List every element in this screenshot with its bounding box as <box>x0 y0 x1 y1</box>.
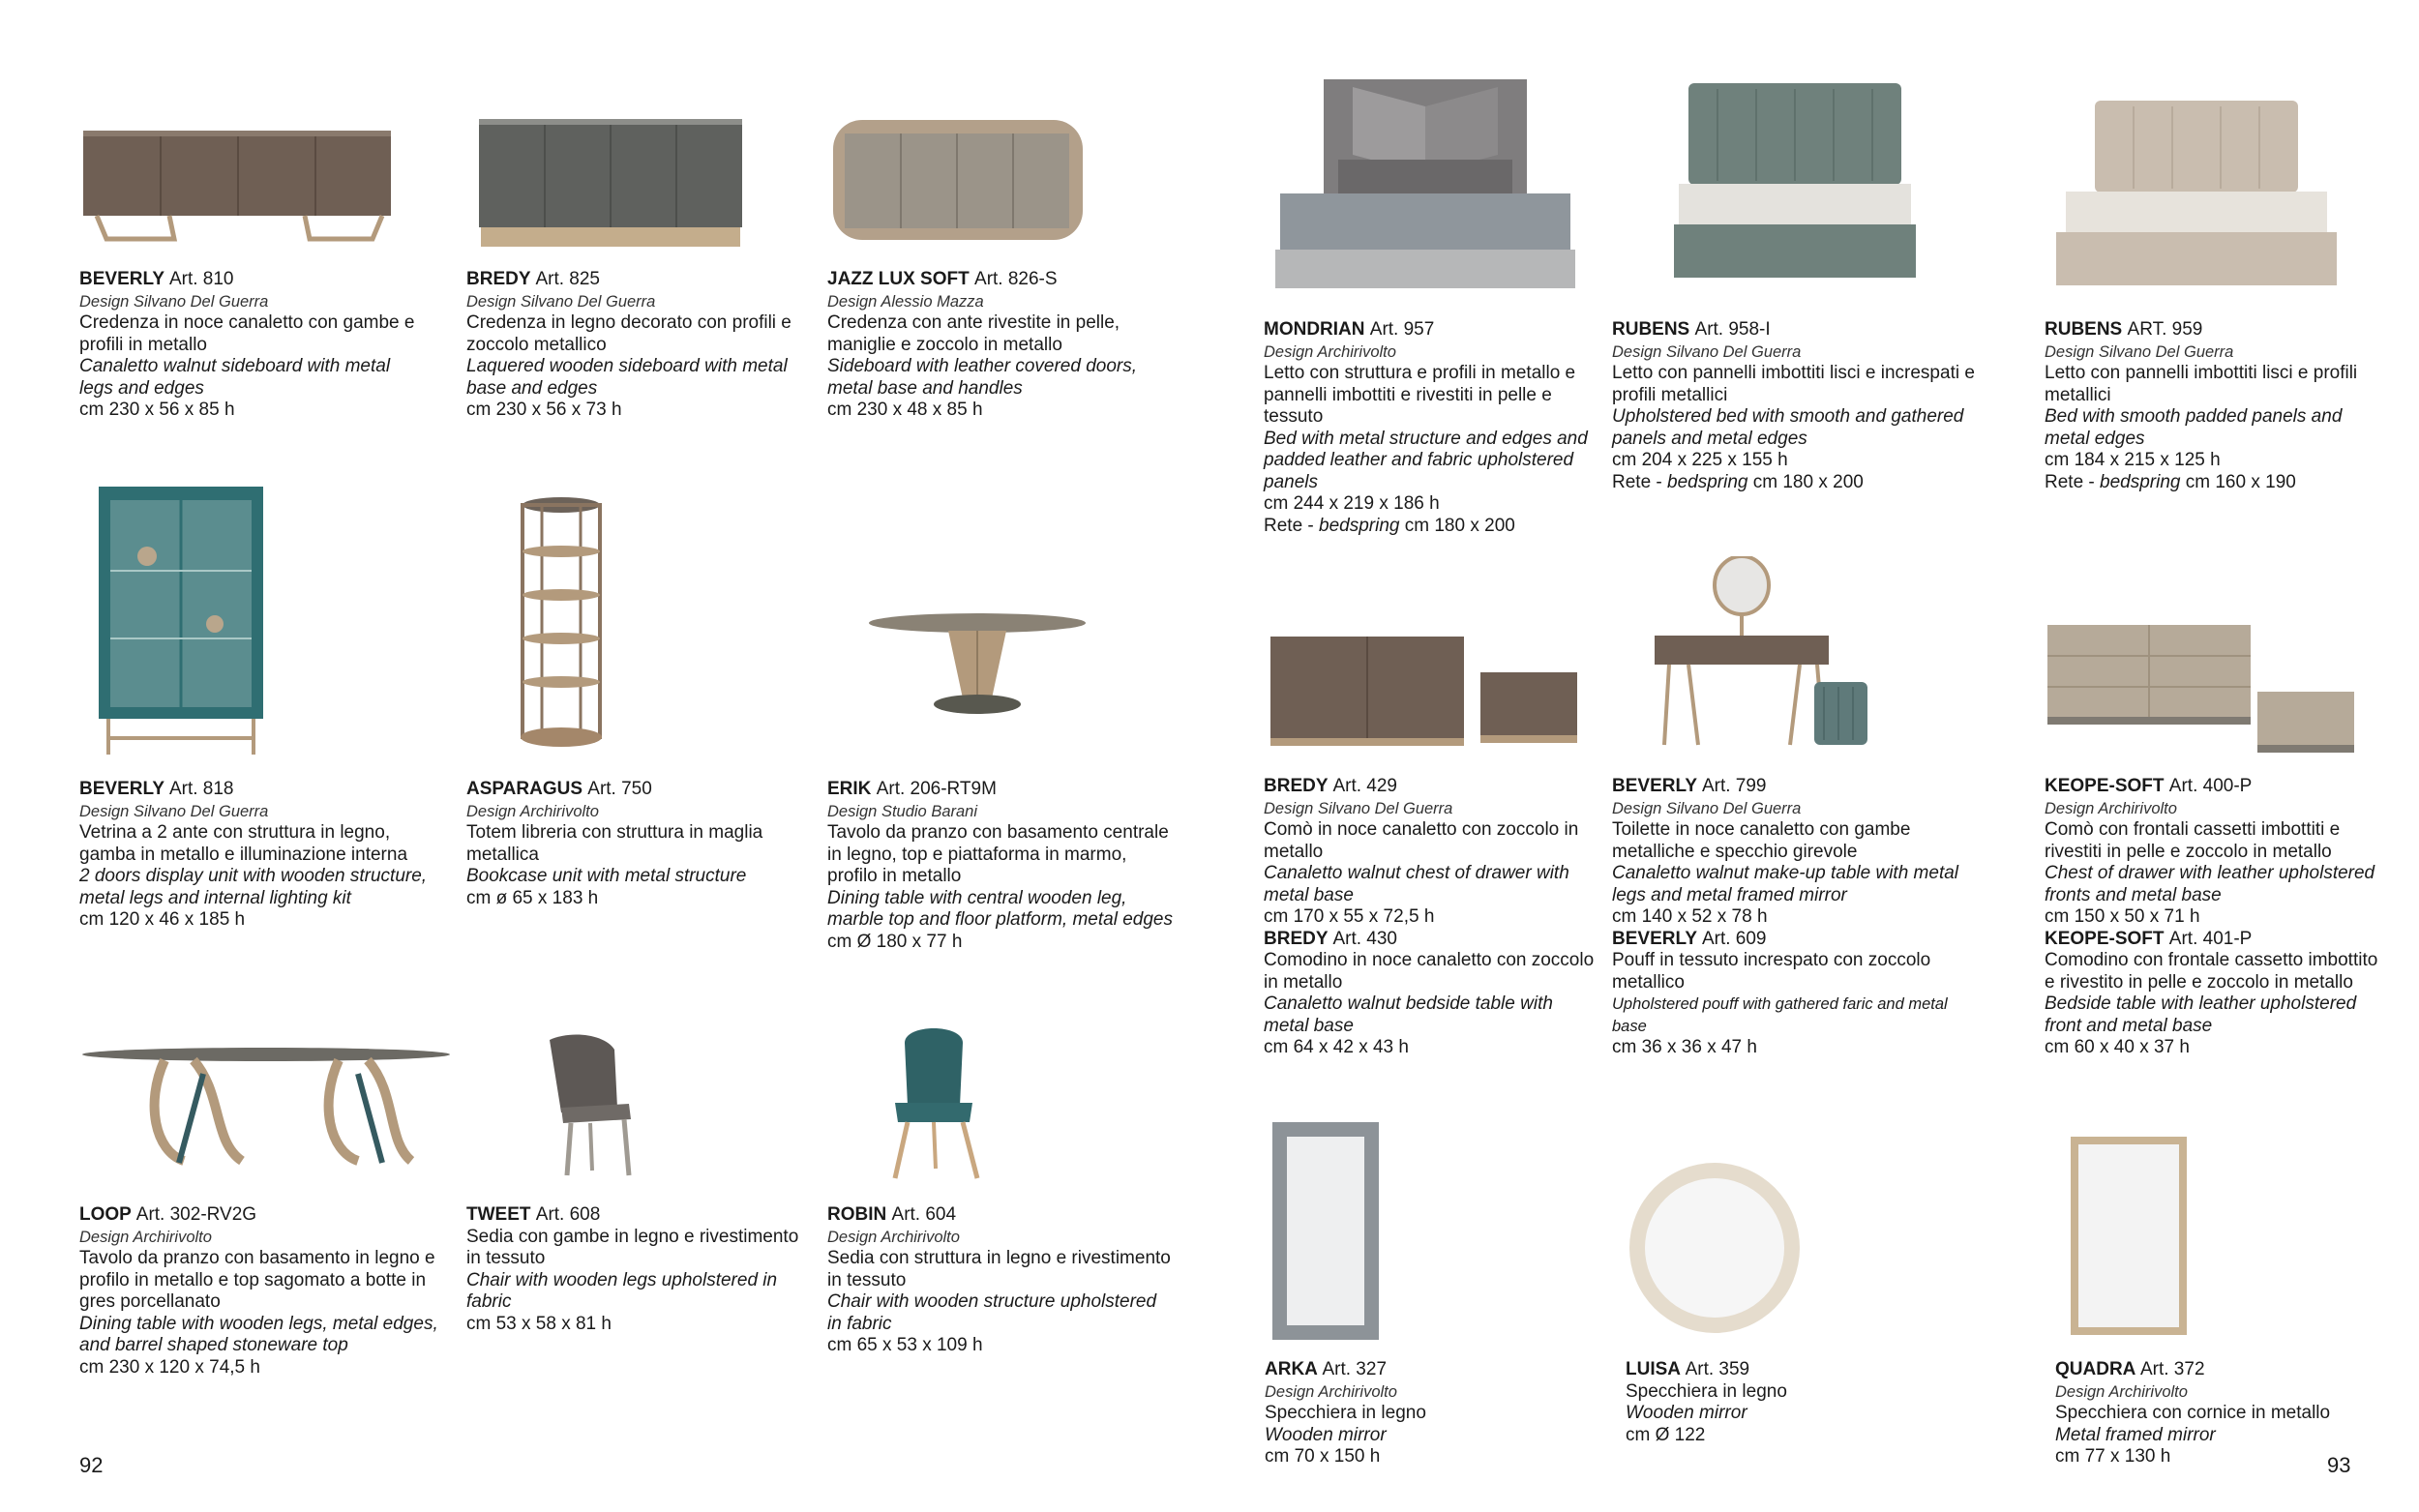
description-en: Chair with wooden structure upholstered in fabric <box>827 1291 1157 1334</box>
rubens-958-caption <box>1612 319 1980 493</box>
product-title: LUISA Art. 359 <box>1626 1359 1750 1379</box>
dimensions: cm 65 x 53 x 109 h <box>827 1335 983 1355</box>
jazz-lux-soft-826-sideboard-image <box>827 114 1089 250</box>
dimensions: cm 70 x 150 h <box>1265 1446 1381 1467</box>
product-title: QUADRA Art. 372 <box>2055 1359 2205 1379</box>
designer: Design Archirivolto <box>1264 342 1396 361</box>
dimensions: cm 230 x 56 x 85 h <box>79 400 235 420</box>
dimensions: cm 244 x 219 x 186 h <box>1264 493 1440 514</box>
dimensions: cm 170 x 55 x 72,5 h <box>1264 906 1435 927</box>
description-en-2: Upholstered pouff with gathered faric and metal base <box>1612 995 1948 1035</box>
jazz-826-caption <box>827 269 1176 422</box>
product-title-2: BEVERLY Art. 609 <box>1612 928 1767 949</box>
description-it: Specchiera in legno <box>1626 1380 1787 1402</box>
dimensions: cm 77 x 130 h <box>2055 1446 2171 1467</box>
luisa-359-caption <box>1626 1359 1945 1446</box>
designer: Design Archirivolto <box>79 1228 212 1246</box>
dimensions: cm 230 x 48 x 85 h <box>827 400 983 420</box>
rubens-959-bed-image <box>2037 97 2356 300</box>
beverly-799-609-vanity-image <box>1645 556 1877 755</box>
product-title: ERIK Art. 206-RT9M <box>827 779 997 799</box>
description-en: Canaletto walnut make-up table with metal legs and metal framed mirror <box>1612 863 1959 905</box>
designer: Design Alessio Mazza <box>827 292 984 311</box>
bredy-429-caption <box>1264 776 1602 1059</box>
dimensions: cm ø 65 x 183 h <box>466 887 599 908</box>
description-en: Dining table with wooden legs, metal edges, and barrel shaped stoneware top <box>79 1313 438 1355</box>
robin-604-caption <box>827 1204 1176 1357</box>
keope-soft-400-caption <box>2045 776 2383 1059</box>
product-title: TWEET Art. 608 <box>466 1204 601 1225</box>
beverly-799-caption <box>1612 776 1960 1059</box>
quadra-372-mirror-image <box>2066 1132 2192 1340</box>
quadra-372-caption <box>2055 1359 2374 1468</box>
product-title: JAZZ LUX SOFT Art. 826-S <box>827 269 1058 289</box>
description-it: Vetrina a 2 ante con struttura in legno, gamba in metallo e illuminazione interna <box>79 822 408 865</box>
description-it: Sedia con gambe in legno e rivestimento in tessuto <box>466 1226 799 1268</box>
designer: Design Archirivolto <box>827 1228 960 1246</box>
bredy-429-430-chest-image <box>1263 629 1582 755</box>
product-title: ROBIN Art. 604 <box>827 1204 957 1225</box>
description-it: Tavolo da pranzo con basamento centrale in legno, top e piattaforma in marmo, profilo in metallo <box>827 822 1169 886</box>
product-title: KEOPE-SOFT Art. 400-P <box>2045 776 2253 796</box>
loop-302-table-image <box>77 1045 455 1171</box>
beverly-810-sideboard-image <box>77 121 397 247</box>
description-it: Comò in noce canaletto con zoccolo in metallo <box>1264 819 1579 862</box>
description-it-2: Pouff in tessuto increspato con zoccolo metallico <box>1612 950 1931 993</box>
designer: Design Silvano Del Guerra <box>2045 342 2234 361</box>
page-number-left: 92 <box>79 1453 104 1477</box>
keope-soft-400-401-chest-image <box>2040 619 2359 764</box>
designer: Design Silvano Del Guerra <box>1264 799 1453 817</box>
product-title: BREDY Art. 825 <box>466 269 600 289</box>
description-en: Bed with smooth padded panels and metal edges <box>2045 406 2343 449</box>
arka-327-mirror-image <box>1268 1117 1384 1345</box>
description-it: Totem libreria con struttura in maglia metallica <box>466 822 763 865</box>
beverly-818-caption <box>79 779 428 932</box>
description-it: Credenza con ante rivestite in pelle, maniglie e zoccolo in metallo <box>827 312 1120 355</box>
robin-604-chair-image <box>881 1023 997 1188</box>
dimensions-2: cm 36 x 36 x 47 h <box>1612 1037 1757 1057</box>
rubens-958-bed-image <box>1650 79 1940 292</box>
description-en: Chest of drawer with leather upholstered fronts and metal base <box>2045 863 2375 905</box>
description-en: Bed with metal structure and edges and padded leather and fabric upholstered panels <box>1264 428 1588 492</box>
arka-327-caption <box>1265 1359 1584 1468</box>
mondrian-957-caption <box>1264 319 1602 537</box>
description-it: Credenza in legno decorato con profili e zoccolo metallico <box>466 312 791 355</box>
dimensions: cm 120 x 46 x 185 h <box>79 909 246 930</box>
designer: Design Archirivolto <box>2055 1382 2188 1401</box>
description-it: Letto con pannelli imbottiti lisci e increspati e profili metallici <box>1612 363 1975 405</box>
description-en: Canaletto walnut sideboard with metal legs and edges <box>79 356 391 399</box>
dimensions: cm 150 x 50 x 71 h <box>2045 906 2200 927</box>
description-en: Bookcase unit with metal structure <box>466 866 747 886</box>
asparagus-750-bookcase-image <box>513 493 610 755</box>
description-it: Sedia con struttura in legno e rivestimento in tessuto <box>827 1248 1171 1290</box>
asparagus-750-caption <box>466 779 815 909</box>
dimensions: cm 184 x 215 x 125 h <box>2045 450 2221 470</box>
description-it-2: Comodino in noce canaletto con zoccolo in metallo <box>1264 950 1595 993</box>
dimensions: cm 140 x 52 x 78 h <box>1612 906 1768 927</box>
loop-302-caption <box>79 1204 447 1379</box>
description-it: Specchiera con cornice in metallo <box>2055 1403 2331 1423</box>
erik-206-caption <box>827 779 1176 953</box>
bredy-825-sideboard-image <box>469 111 750 256</box>
designer: Design Silvano Del Guerra <box>79 802 269 820</box>
description-en: Wooden mirror <box>1265 1424 1387 1445</box>
description-it: Specchiera in legno <box>1265 1403 1426 1423</box>
description-it: Comò con frontali cassetti imbottiti e rivestiti in pelle e zoccolo in metallo <box>2045 819 2341 862</box>
dimensions: cm Ø 122 <box>1626 1424 1706 1445</box>
description-en: Metal framed mirror <box>2055 1424 2216 1445</box>
dimensions: cm Ø 180 x 77 h <box>827 931 963 952</box>
beverly-810-caption <box>79 269 418 422</box>
rubens-959-caption <box>2045 319 2383 493</box>
description-en: Wooden mirror <box>1626 1403 1747 1423</box>
bedspring: Rete - bedspring cm 180 x 200 <box>1264 515 1515 536</box>
designer: Design Silvano Del Guerra <box>1612 342 1802 361</box>
product-title: ASPARAGUS Art. 750 <box>466 779 652 799</box>
bedspring: Rete - bedspring cm 160 x 190 <box>2045 471 2296 492</box>
description-en: Upholstered bed with smooth and gathered panels and metal edges <box>1612 406 1964 449</box>
dimensions: cm 230 x 120 x 74,5 h <box>79 1356 260 1378</box>
description-it: Tavolo da pranzo con basamento in legno e profilo in metallo e top sagomato a botte in gres porcellanato <box>79 1248 435 1312</box>
description-en: Laquered wooden sideboard with metal base and edges <box>466 356 788 399</box>
product-title: RUBENS ART. 959 <box>2045 319 2203 340</box>
luisa-359-mirror-image <box>1623 1156 1807 1340</box>
page-number-right: 93 <box>2327 1453 2351 1477</box>
designer: Design Silvano Del Guerra <box>466 292 656 311</box>
description-en: 2 doors display unit with wooden structure, metal legs and internal lighting kit <box>79 866 428 908</box>
designer: Design Archirivolto <box>2045 799 2177 817</box>
product-title-2: KEOPE-SOFT Art. 401-P <box>2045 928 2253 949</box>
tweet-608-chair-image <box>532 1030 668 1185</box>
product-title: BEVERLY Art. 818 <box>79 779 234 799</box>
description-it: Credenza in noce canaletto con gambe e profili in metallo <box>79 312 415 355</box>
description-it: Letto con struttura e profili in metallo e pannelli imbottiti e rivestiti in pelle e tessuto <box>1264 363 1576 427</box>
designer: Design Silvano Del Guerra <box>1612 799 1802 817</box>
dimensions: cm 204 x 225 x 155 h <box>1612 450 1788 470</box>
description-en: Chair with wooden legs upholstered in fabric <box>466 1269 778 1312</box>
dimensions-2: cm 60 x 40 x 37 h <box>2045 1037 2190 1057</box>
designer: Design Archirivolto <box>1265 1382 1397 1401</box>
designer: Design Silvano Del Guerra <box>79 292 269 311</box>
description-en: Dining table with central wooden leg, marble top and floor platform, metal edges <box>827 887 1173 930</box>
bredy-825-caption <box>466 269 815 422</box>
product-title: BEVERLY Art. 810 <box>79 269 234 289</box>
dimensions-2: cm 64 x 42 x 43 h <box>1264 1037 1409 1057</box>
dimensions: cm 230 x 56 x 73 h <box>466 400 622 420</box>
description-it: Letto con pannelli imbottiti lisci e profili metallici <box>2045 363 2358 405</box>
dimensions: cm 53 x 58 x 81 h <box>466 1313 612 1334</box>
mondrian-957-bed-image <box>1266 77 1585 300</box>
product-title: ARKA Art. 327 <box>1265 1359 1388 1379</box>
product-title: RUBENS Art. 958-I <box>1612 319 1771 340</box>
description-en: Sideboard with leather covered doors, metal base and handles <box>827 356 1138 399</box>
product-title: MONDRIAN Art. 957 <box>1264 319 1435 340</box>
description-it: Toilette in noce canaletto con gambe metalliche e specchio girevole <box>1612 819 1911 862</box>
designer: Design Archirivolto <box>466 802 599 820</box>
beverly-818-display-unit-image <box>89 479 273 759</box>
product-title: BREDY Art. 429 <box>1264 776 1397 796</box>
description-en-2: Canaletto walnut bedside table with metal base <box>1264 993 1553 1036</box>
right-page <box>1210 0 2419 1512</box>
product-title: LOOP Art. 302-RV2G <box>79 1204 257 1225</box>
tweet-608-caption <box>466 1204 815 1335</box>
product-title: BEVERLY Art. 799 <box>1612 776 1767 796</box>
description-en: Canaletto walnut chest of drawer with metal base <box>1264 863 1569 905</box>
bedspring: Rete - bedspring cm 180 x 200 <box>1612 471 1864 492</box>
designer: Design Studio Barani <box>827 802 978 820</box>
description-it-2: Comodino con frontale cassetto imbottito e rivestito in pelle e zoccolo in metallo <box>2045 950 2378 993</box>
erik-206-table-image <box>866 609 1089 721</box>
product-title-2: BREDY Art. 430 <box>1264 928 1397 949</box>
description-en-2: Bedside table with leather upholstered front and metal base <box>2045 993 2357 1036</box>
